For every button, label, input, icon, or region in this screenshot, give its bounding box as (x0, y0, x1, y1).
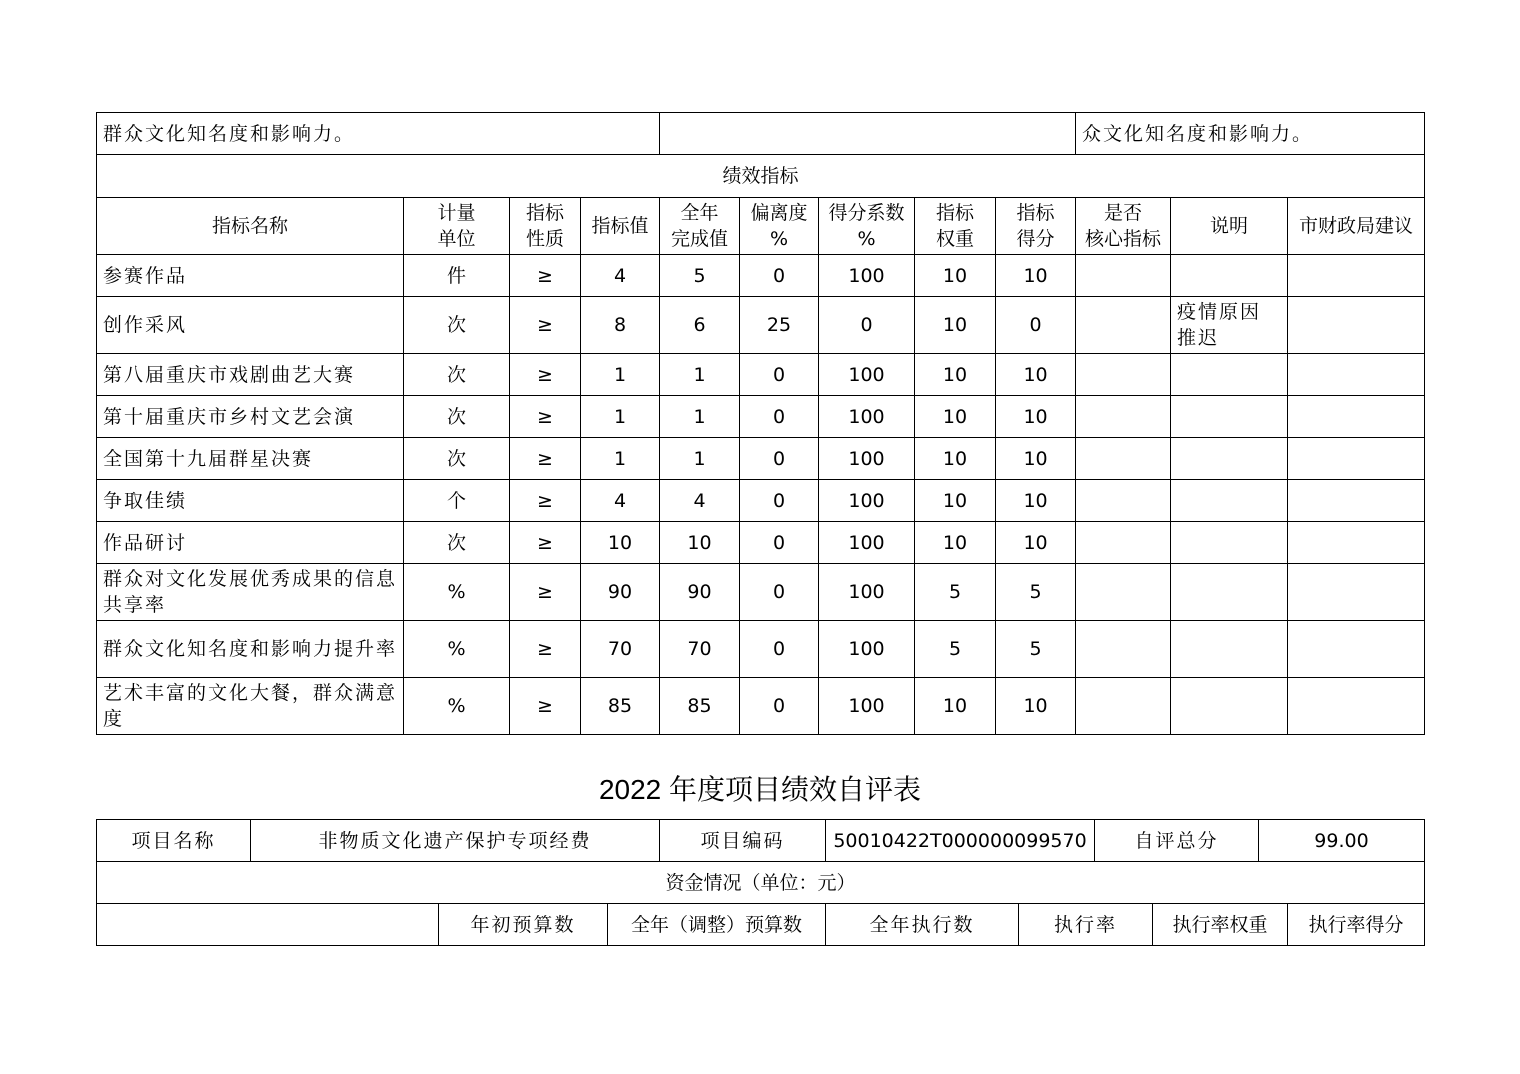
indicator-target: 1 (581, 438, 660, 480)
indicator-unit: % (404, 564, 510, 621)
header-note: 说明 (1171, 198, 1288, 255)
indicator-suggestion (1288, 564, 1425, 621)
indicator-weight: 10 (915, 678, 996, 735)
funds-header-execution-rate: 执行率 (1019, 904, 1153, 946)
indicator-note (1171, 522, 1288, 564)
header-indicator-name: 指标名称 (97, 198, 404, 255)
objective-right-cell: 众文化知名度和影响力。 (1076, 113, 1425, 155)
table2-title: 2022 年度项目绩效自评表 (598, 774, 922, 805)
indicator-coefficient: 100 (819, 396, 915, 438)
indicator-deviation: 0 (740, 678, 819, 735)
indicator-target: 4 (581, 480, 660, 522)
table-row (97, 396, 1425, 438)
indicator-deviation: 25 (740, 297, 819, 354)
project-code-label: 项目编码 (660, 820, 826, 862)
header-unit: 计量 单位 (404, 198, 510, 255)
indicator-deviation: 0 (740, 438, 819, 480)
table-row (97, 564, 1425, 621)
indicator-suggestion (1288, 354, 1425, 396)
indicator-weight: 10 (915, 438, 996, 480)
funds-table (96, 861, 1425, 946)
indicator-unit: 次 (404, 522, 510, 564)
header-suggestion: 市财政局建议 (1288, 198, 1425, 255)
indicator-core (1076, 255, 1171, 297)
objective-row (97, 113, 1425, 155)
indicator-actual: 1 (660, 354, 740, 396)
indicator-nature: ≥ (510, 438, 581, 480)
indicator-weight: 10 (915, 297, 996, 354)
indicator-note (1171, 438, 1288, 480)
indicator-name: 全国第十九届群星决赛 (97, 438, 404, 480)
indicator-deviation: 0 (740, 255, 819, 297)
indicator-note (1171, 354, 1288, 396)
indicator-nature: ≥ (510, 621, 581, 678)
indicator-note (1171, 255, 1288, 297)
indicator-deviation: 0 (740, 564, 819, 621)
indicator-name: 艺术丰富的文化大餐，群众满意度 (97, 678, 404, 735)
indicator-target: 4 (581, 255, 660, 297)
indicator-suggestion (1288, 297, 1425, 354)
indicator-coefficient: 100 (819, 438, 915, 480)
indicator-score: 10 (996, 678, 1076, 735)
indicator-coefficient: 100 (819, 564, 915, 621)
indicator-unit: % (404, 678, 510, 735)
indicator-target: 1 (581, 396, 660, 438)
indicator-target: 90 (581, 564, 660, 621)
indicator-weight: 10 (915, 522, 996, 564)
indicator-score: 0 (996, 297, 1076, 354)
indicator-suggestion (1288, 255, 1425, 297)
indicator-deviation: 0 (740, 354, 819, 396)
indicator-actual: 1 (660, 396, 740, 438)
indicator-unit: 次 (404, 297, 510, 354)
project-self-evaluation-table (96, 819, 1425, 862)
indicator-actual: 90 (660, 564, 740, 621)
indicator-name: 作品研讨 (97, 522, 404, 564)
header-coefficient: 得分系数 % (819, 198, 915, 255)
indicator-target: 1 (581, 354, 660, 396)
indicator-actual: 5 (660, 255, 740, 297)
funds-title: 资金情况（单位：元） (97, 862, 1425, 904)
indicator-core (1076, 678, 1171, 735)
indicator-score: 10 (996, 396, 1076, 438)
indicator-note (1171, 564, 1288, 621)
indicator-target: 70 (581, 621, 660, 678)
self-score-value: 99.00 (1259, 820, 1425, 862)
indicator-nature: ≥ (510, 297, 581, 354)
project-name-value: 非物质文化遗产保护专项经费 (251, 820, 660, 862)
table-row (97, 297, 1425, 354)
funds-header-rate-score: 执行率得分 (1288, 904, 1425, 946)
funds-header-initial-budget: 年初预算数 (439, 904, 608, 946)
indicator-actual: 70 (660, 621, 740, 678)
indicator-coefficient: 100 (819, 621, 915, 678)
header-nature: 指标 性质 (510, 198, 581, 255)
funds-header-executed: 全年执行数 (826, 904, 1019, 946)
indicator-deviation: 0 (740, 480, 819, 522)
indicator-coefficient: 100 (819, 255, 915, 297)
self-score-label: 自评总分 (1095, 820, 1259, 862)
indicator-nature: ≥ (510, 255, 581, 297)
indicator-note (1171, 678, 1288, 735)
header-weight: 指标 权重 (915, 198, 996, 255)
indicator-rows (97, 255, 1425, 735)
table-row (97, 621, 1425, 678)
indicator-score: 10 (996, 438, 1076, 480)
indicator-score: 10 (996, 480, 1076, 522)
funds-header-row (97, 904, 1425, 946)
indicator-score: 10 (996, 354, 1076, 396)
indicator-deviation: 0 (740, 621, 819, 678)
indicator-name: 第十届重庆市乡村文艺会演 (97, 396, 404, 438)
project-info-row (97, 820, 1425, 862)
section-title: 绩效指标 (97, 155, 1425, 198)
funds-header-adjusted-budget: 全年（调整）预算数 (608, 904, 826, 946)
indicator-nature: ≥ (510, 678, 581, 735)
funds-header-rate-weight: 执行率权重 (1153, 904, 1288, 946)
indicator-unit: 次 (404, 438, 510, 480)
indicator-unit: % (404, 621, 510, 678)
indicator-nature: ≥ (510, 564, 581, 621)
indicator-core (1076, 564, 1171, 621)
indicator-coefficient: 0 (819, 297, 915, 354)
indicator-coefficient: 100 (819, 354, 915, 396)
indicator-coefficient: 100 (819, 522, 915, 564)
project-name-label: 项目名称 (97, 820, 251, 862)
indicator-score: 10 (996, 522, 1076, 564)
table-row (97, 438, 1425, 480)
indicator-actual: 6 (660, 297, 740, 354)
header-core: 是否 核心指标 (1076, 198, 1171, 255)
indicator-core (1076, 480, 1171, 522)
indicator-actual: 1 (660, 438, 740, 480)
indicator-coefficient: 100 (819, 678, 915, 735)
indicator-name: 创作采风 (97, 297, 404, 354)
indicator-score: 5 (996, 564, 1076, 621)
indicator-actual: 10 (660, 522, 740, 564)
indicator-nature: ≥ (510, 522, 581, 564)
indicator-core (1076, 621, 1171, 678)
indicator-note: 疫情原因推迟 (1171, 297, 1288, 354)
indicator-suggestion (1288, 396, 1425, 438)
indicator-deviation: 0 (740, 396, 819, 438)
indicator-target: 8 (581, 297, 660, 354)
indicator-weight: 10 (915, 354, 996, 396)
indicator-name: 群众对文化发展优秀成果的信息共享率 (97, 564, 404, 621)
table-row (97, 354, 1425, 396)
table-row (97, 522, 1425, 564)
indicator-weight: 10 (915, 396, 996, 438)
indicator-nature: ≥ (510, 354, 581, 396)
indicator-actual: 85 (660, 678, 740, 735)
indicator-unit: 次 (404, 354, 510, 396)
header-actual: 全年 完成值 (660, 198, 740, 255)
objective-left-cell: 群众文化知名度和影响力。 (97, 113, 660, 155)
funds-header-blank (97, 904, 439, 946)
header-score: 指标 得分 (996, 198, 1076, 255)
indicator-weight: 10 (915, 480, 996, 522)
indicator-suggestion (1288, 621, 1425, 678)
indicator-score: 5 (996, 621, 1076, 678)
indicator-note (1171, 480, 1288, 522)
indicator-note (1171, 621, 1288, 678)
indicator-core (1076, 354, 1171, 396)
header-target: 指标值 (581, 198, 660, 255)
indicator-weight: 5 (915, 564, 996, 621)
indicator-unit: 次 (404, 396, 510, 438)
project-code-value: 50010422T000000099570 (826, 820, 1095, 862)
objective-middle-cell (660, 113, 1076, 155)
indicator-weight: 5 (915, 621, 996, 678)
indicator-suggestion (1288, 438, 1425, 480)
indicator-core (1076, 522, 1171, 564)
indicator-deviation: 0 (740, 522, 819, 564)
indicator-name: 争取佳绩 (97, 480, 404, 522)
indicator-core (1076, 438, 1171, 480)
indicator-core (1076, 297, 1171, 354)
header-deviation: 偏离度 % (740, 198, 819, 255)
section-title-row (97, 155, 1425, 198)
indicator-target: 10 (581, 522, 660, 564)
indicator-name: 第八届重庆市戏剧曲艺大赛 (97, 354, 404, 396)
table-row (97, 480, 1425, 522)
indicator-unit: 件 (404, 255, 510, 297)
indicator-target: 85 (581, 678, 660, 735)
indicator-suggestion (1288, 480, 1425, 522)
table-row (97, 255, 1425, 297)
indicator-suggestion (1288, 678, 1425, 735)
indicator-coefficient: 100 (819, 480, 915, 522)
indicator-note (1171, 396, 1288, 438)
indicator-name: 参赛作品 (97, 255, 404, 297)
indicator-unit: 个 (404, 480, 510, 522)
indicator-score: 10 (996, 255, 1076, 297)
indicator-weight: 10 (915, 255, 996, 297)
table-row (97, 678, 1425, 735)
indicator-name: 群众文化知名度和影响力提升率 (97, 621, 404, 678)
indicator-suggestion (1288, 522, 1425, 564)
indicator-nature: ≥ (510, 480, 581, 522)
funds-title-row (97, 862, 1425, 904)
indicator-actual: 4 (660, 480, 740, 522)
indicator-core (1076, 396, 1171, 438)
header-row (97, 198, 1425, 255)
indicator-nature: ≥ (510, 396, 581, 438)
performance-indicator-table (96, 112, 1425, 735)
